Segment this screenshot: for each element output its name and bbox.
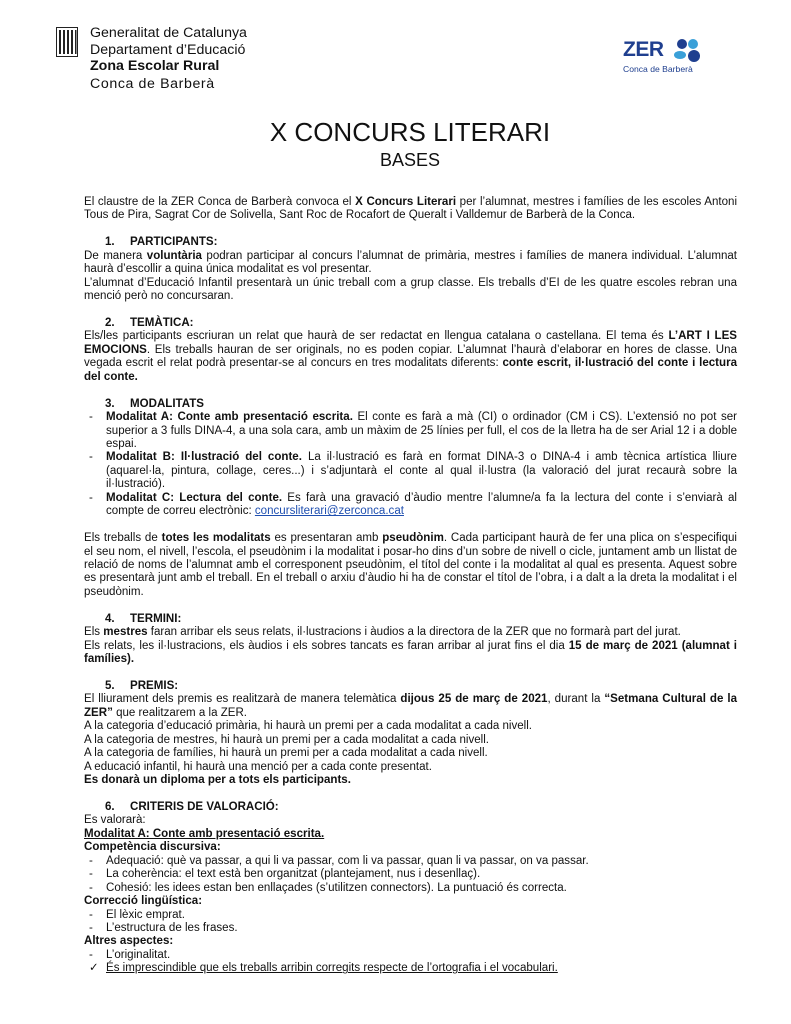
- text-run: Modalitat C: Lectura del conte.: [106, 491, 283, 504]
- text-run: , durant la: [547, 693, 605, 706]
- checkmark-icon: ✓: [89, 962, 99, 975]
- paragraph: [84, 250, 737, 277]
- text-run: Adequació: què va passar, a qui li va passar, com li va passar, quan li va passar, on va passar.: [106, 854, 589, 867]
- paragraph: [84, 532, 737, 599]
- text-run: Modalitat B: Il·lustració del conte.: [106, 451, 302, 464]
- paragraph: [84, 693, 737, 720]
- text-run: Els relats, les il·lustracions, els àudios i els sobres tancats es faran arribar al jurat fins el dia: [84, 639, 569, 652]
- text-run: L’ART I LES EMOCIONS: [84, 330, 737, 356]
- text-run: Competència discursiva:: [84, 841, 221, 854]
- text-run: Correcció lingüística:: [84, 895, 203, 908]
- text-run: voluntària: [146, 249, 202, 262]
- section: [84, 398, 737, 600]
- text-run: Els/les participants escriuran un relat que haurà de ser redactat en llengua catalana o castellana. El tema és: [84, 330, 669, 343]
- bullet-item: [84, 868, 737, 881]
- section: [84, 801, 737, 976]
- text-run: La coherència: el text està ben organitzat (plantejament, nus i desenllaç).: [106, 868, 481, 881]
- email-link[interactable]: concursliterari@zerconca.cat: [254, 505, 404, 518]
- org-line: Departament d’Educació: [90, 41, 246, 58]
- bullet-item: [84, 922, 737, 935]
- bullet-dash: -: [89, 451, 93, 464]
- section-title: PREMIS:: [130, 679, 179, 692]
- section-heading: [84, 613, 737, 626]
- intro-paragraph: [84, 196, 737, 223]
- paragraph: [84, 774, 737, 787]
- text-run: A la categoria d’educació primària, hi haurà un premi per a cada modalitat a cada nivell.: [84, 720, 533, 733]
- text-run: Es farà una gravació d’àudio mentre l’alumne/a fa la lectura del conte i s’enviarà al compte de correu electrònic:: [106, 491, 737, 518]
- text-run: Cohesió: les idees estan ben enllaçades (s’utilitzen connectors). La puntuació és correcta.: [106, 881, 567, 894]
- org-line: Zona Escolar Rural: [90, 58, 220, 74]
- text-run: X Concurs Literari: [355, 196, 457, 208]
- section-number: 2.: [105, 316, 115, 329]
- bullet-dash: -: [89, 868, 93, 881]
- section-heading: [84, 801, 737, 814]
- bullet-dash: -: [89, 411, 93, 424]
- logo-shapes-icon: [672, 38, 702, 64]
- text-run: El claustre de la ZER Conca de Barberà convoca el: [84, 196, 356, 208]
- text-run: mestres: [103, 626, 148, 639]
- paragraph: [84, 626, 737, 639]
- paragraph: [84, 734, 737, 747]
- text-run: L’originalitat.: [106, 948, 171, 961]
- generalitat-emblem-icon: [56, 27, 78, 57]
- section-title: PARTICIPANTS:: [130, 236, 218, 249]
- section-number: 4.: [105, 612, 115, 625]
- text-run: que realitzarem a la ZER.: [112, 706, 248, 719]
- document-body: [84, 196, 737, 976]
- text-run: Modalitat A: Conte amb presentació escrita.: [106, 411, 353, 424]
- logo-subtext: Conca de Barberà: [623, 64, 693, 74]
- text-run: 15 de març de 2021 (alumnat i famílies).: [84, 639, 737, 666]
- section-title: MODALITATS: [130, 397, 204, 410]
- paragraph: [84, 814, 737, 827]
- paragraph: [84, 828, 737, 841]
- bullet-dash: -: [89, 854, 93, 867]
- paragraph: [84, 935, 737, 948]
- bullet-item: [84, 411, 737, 451]
- paragraph: [84, 895, 737, 908]
- text-run: faran arribar els seus relats, il·lustracions i àudios a la directora de la ZER que no formarà part del jurat.: [147, 626, 681, 639]
- document-subtitle: BASES: [379, 150, 441, 170]
- section-number: 5.: [105, 679, 115, 692]
- bullet-dash: -: [89, 908, 93, 921]
- text-run: A la categoria de famílies, hi haurà un premi per a cada modalitat a cada nivell.: [84, 747, 488, 760]
- text-run: pseudònim: [382, 532, 444, 545]
- bullet-dash: -: [89, 948, 93, 961]
- text-run: . Els treballs hauran de ser originals, no es poden copiar. L’alumnat l’haurà d’elaborar en hores de classe. Una vegada escrit el relat podrà presentar-se al concurs en tres modalitats diferents:: [84, 343, 737, 370]
- text-run: De manera: [84, 249, 147, 262]
- text-run: per l’alumnat, mestres i famílies de les escoles Antoni Tous de Pira, Sagrat Cor de Solivella, Sant Roc de Rocafort de Queralt i Valldemur de Barberà de la Conca.: [84, 196, 738, 222]
- org-line: Conca de Barberà: [90, 75, 215, 92]
- bullet-item: [84, 492, 737, 519]
- section: [84, 680, 737, 788]
- bullet-dash: -: [89, 922, 93, 935]
- section-number: 6.: [105, 800, 115, 813]
- section-number: 1.: [105, 236, 115, 249]
- text-run: El conte es farà a mà (CI) o ordinador (CM i CS). L’extensió no pot ser superior a 3 fulls DINA-4, a una sola cara, amb un màxim de 25 línies per full, el cos de la lletra ha de ser Arial 12 i a doble espai.: [106, 411, 737, 450]
- bullet-item: [84, 949, 737, 962]
- section-number: 3.: [105, 397, 115, 410]
- spacer: [84, 519, 737, 532]
- section-heading: [84, 317, 737, 330]
- bullet-dash: -: [89, 491, 93, 504]
- text-run: Modalitat A: Conte amb presentació escrita.: [84, 827, 325, 840]
- paragraph: [84, 330, 737, 384]
- text-run: Els: [84, 626, 104, 639]
- section: [84, 236, 737, 303]
- text-run: L’alumnat d’Educació Infantil presentarà un únic treball com a grup classe. Els treballs d’EI de les quatre escoles rebran una menció però no concursaran.: [84, 276, 737, 303]
- text-run: “Setmana Cultural de la ZER”: [84, 693, 738, 719]
- text-run: podran participar al concurs l’alumnat de primària, mestres i famílies de manera individual. L’alumnat haurà d’escollir a quina única modalitat es vol presentar.: [84, 249, 738, 276]
- text-run: A la categoria de mestres, hi haurà un premi per a cada modalitat a cada nivell.: [84, 733, 490, 746]
- section-heading: [84, 236, 737, 249]
- bullet-item: [84, 882, 737, 895]
- text-run: La il·lustració es farà en format DINA-3 o DINA-4 i amb tècnica artística lliure (aquarel·la, pintura, collage, ceres...) i s’adjuntarà el conte al qual il·lustra (la valoració del jurat recaurà sobre la il·lustració).: [106, 451, 737, 491]
- section-title: TERMINI:: [130, 612, 182, 625]
- text-run: Altres aspectes:: [84, 935, 174, 948]
- logo-text: ZER: [623, 38, 664, 61]
- text-run: Els treballs de: [84, 532, 162, 545]
- text-run: es presentaran amb: [270, 532, 383, 545]
- text-run: dijous 25 de març de 2021: [400, 693, 548, 706]
- bullet-item: [84, 962, 737, 975]
- text-run: Es donarà un diploma per a tots els participants.: [84, 774, 351, 787]
- text-run: . Cada participant haurà de fer una plica on s’especifiqui el seu nom, el nivell, l’escola, el pseudònim i la modalitat i posar-ho dins d’un sobre de nivell o cicle, juntament amb un llistat de relació de noms de l’alumnat amb el corresponent pseudònim, el títol del conte i la modalitat al qual es presenta. Aquest sobre es presentarà junt amb el treball. En el treball o arxiu d’àudio hi ha de constar el títol de l’obra, i a dalt a la dreta la modalitat i el pseudònim.: [84, 532, 737, 598]
- paragraph: [84, 761, 737, 774]
- text-run: A educació infantil, hi haurà una menció per a cada conte presentat.: [84, 760, 432, 773]
- org-line: Generalitat de Catalunya: [90, 25, 247, 41]
- text-run: L’estructura de les frases.: [106, 922, 238, 935]
- text-run: totes les modalitats: [161, 532, 271, 545]
- section-title: CRITERIS DE VALORACIÓ:: [130, 800, 279, 813]
- zer-logo: [620, 38, 710, 78]
- text-run: conte escrit, il·lustració del conte i lectura del conte.: [84, 357, 738, 383]
- section: [84, 317, 737, 384]
- bullet-item: [84, 451, 737, 491]
- paragraph: [84, 277, 737, 304]
- section: [84, 613, 737, 667]
- section-title: TEMÀTICA:: [130, 316, 194, 329]
- paragraph: [84, 640, 737, 667]
- text-run: Es valorarà:: [84, 814, 146, 827]
- text-run: El lèxic emprat.: [106, 908, 185, 921]
- paragraph: [84, 720, 737, 733]
- section-heading: [84, 680, 737, 693]
- bullet-item: [84, 909, 737, 922]
- paragraph: [84, 841, 737, 854]
- paragraph: [84, 747, 737, 760]
- text-run: És imprescindible que els treballs arribin corregits respecte de l’ortografia i el vocabulari.: [106, 962, 558, 975]
- bullet-item: [84, 855, 737, 868]
- text-run: El lliurament dels premis es realitzarà de manera telemàtica: [84, 693, 401, 706]
- bullet-dash: -: [89, 881, 93, 894]
- section-heading: [84, 398, 737, 411]
- document-title: X CONCURS LITERARI: [269, 117, 551, 147]
